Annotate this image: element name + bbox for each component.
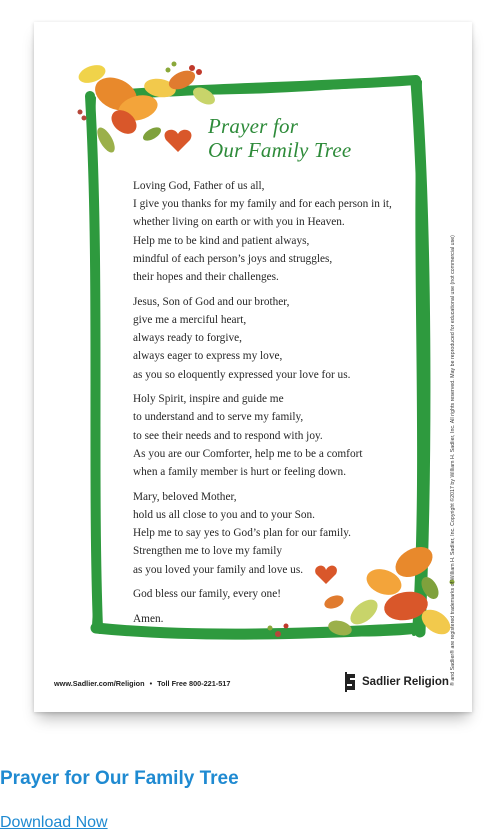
- prayer-line: God bless our family, every one!: [133, 588, 281, 601]
- prayer-line: Loving God, Father of us all,: [133, 180, 265, 192]
- prayer-line: always eager to express my love,: [133, 350, 283, 363]
- prayer-line: always ready to forgive,: [133, 332, 242, 345]
- download-now-link[interactable]: Download Now: [0, 814, 108, 831]
- footer-separator: •: [149, 679, 153, 688]
- prayer-line: Mary, beloved Mother,: [133, 490, 237, 503]
- prayer-line: as you so eloquently expressed your love for us.: [133, 368, 351, 381]
- prayer-line: to see their needs and to respond with joy.: [133, 429, 323, 442]
- prayer-line: hold us all close to you and to your Son.: [133, 508, 315, 521]
- footer-url: www.Sadlier.com/Religion: [54, 679, 145, 688]
- prayer-stanza: [133, 610, 433, 628]
- prayer-line: I give you thanks for my family and for each person in it,: [133, 198, 392, 211]
- prayer-stanza: [133, 177, 433, 286]
- leaf-cluster-top: [76, 62, 218, 156]
- brand-logo: [344, 672, 449, 692]
- poster-footer: [54, 679, 230, 688]
- prayer-stanza: [133, 293, 433, 384]
- poster-title-line-2: Our Family Tree: [208, 138, 352, 162]
- prayer-stanza: [133, 585, 433, 603]
- prayer-line: Jesus, Son of God and our brother,: [133, 295, 290, 308]
- prayer-line: to understand and to serve my family,: [133, 411, 304, 424]
- poster-title-line-1: Prayer for: [208, 114, 299, 138]
- prayer-line: Amen.: [133, 612, 164, 625]
- printable-poster: [34, 22, 472, 712]
- footer-phone: Toll Free 800-221-517: [157, 679, 231, 688]
- brand-name: Sadlier Religion: [362, 676, 449, 688]
- prayer-line: Help me to be kind and patient always,: [133, 234, 310, 247]
- prayer-line: give me a merciful heart,: [133, 313, 247, 326]
- prayer-stanza: [133, 390, 433, 481]
- prayer-line: Holy Spirit, inspire and guide me: [133, 393, 284, 406]
- sadlier-logo-icon: [344, 672, 358, 692]
- prayer-stanza: [133, 488, 433, 579]
- prayer-line: mindful of each person’s joys and struggles,: [133, 252, 333, 265]
- prayer-line: as you loved your family and love us.: [133, 563, 304, 576]
- prayer-line: As you are our Comforter, help me to be a comfort: [133, 447, 363, 460]
- prayer-line: whether living on earth or with you in Heaven.: [133, 216, 345, 229]
- prayer-text: [133, 177, 433, 635]
- poster-title: [208, 114, 428, 162]
- prayer-line: Help me to say yes to God’s plan for our family.: [133, 527, 351, 540]
- prayer-line: their hopes and their challenges.: [133, 271, 279, 284]
- prayer-line: when a family member is hurt or feeling down.: [133, 466, 347, 479]
- prayer-title-link[interactable]: Prayer for Our Family Tree: [0, 768, 239, 789]
- prayer-line: Strengthen me to love my family: [133, 545, 283, 558]
- copyright-notice: ® and Sadlier® are registered trademarks of William H. Sadlier, Inc. Copyright ©2017 by William H. Sadlier, Inc. All rights reserved. May be reproduced for educational use (not commercial use): [450, 235, 456, 686]
